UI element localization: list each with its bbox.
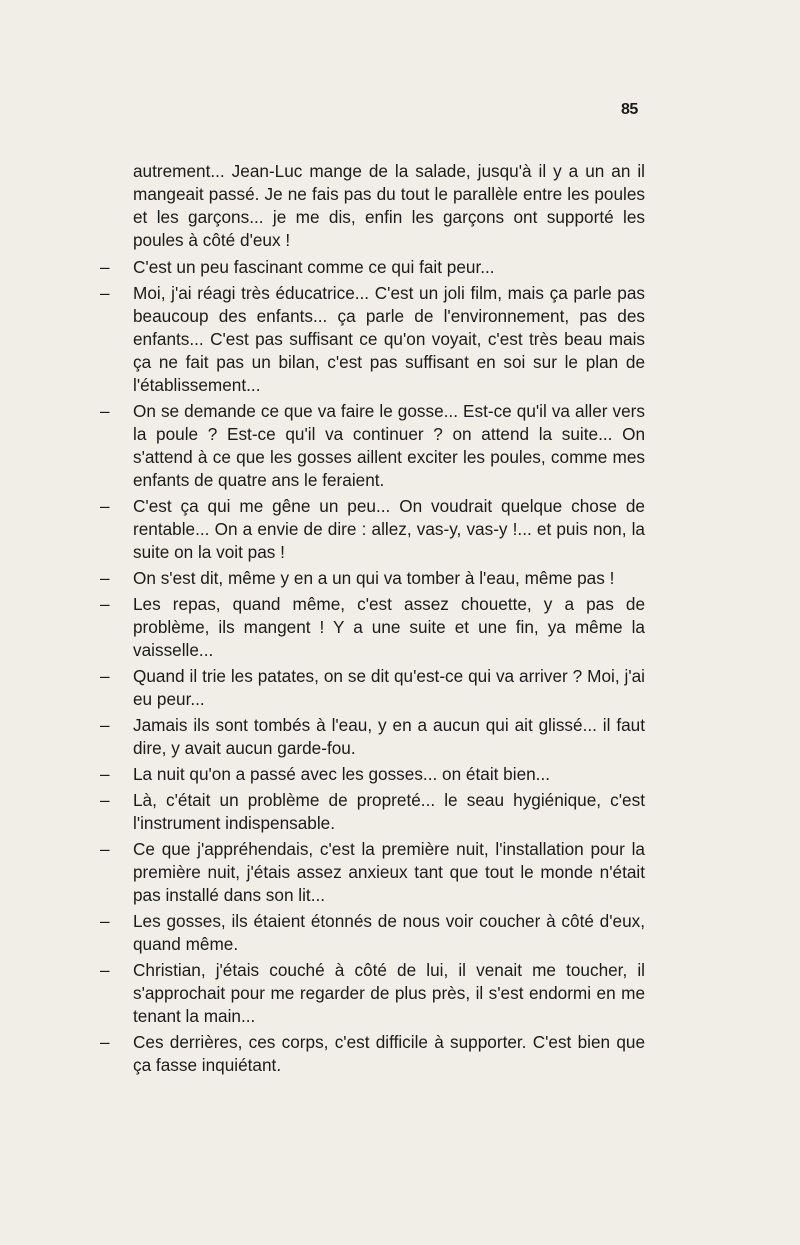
paragraph-text: Moi, j'ai réagi très éducatrice... C'est un joli film, mais ça parle pas beaucoup des enfants... ça parle de l'environnement, pas des enfants... C'est pas suffisant ce qu'on voyait, c'est très beau mais ça ne fait pas un bilan, c'est pas suffisant en soi sur le plan de l'établissement... bbox=[133, 283, 645, 395]
dialogue-dash: – bbox=[100, 764, 110, 784]
dialogue-dash: – bbox=[100, 1032, 110, 1052]
paragraph-text: Ce que j'appréhendais, c'est la première nuit, l'installation pour la première nuit, j'étais assez anxieux tant que tout le monde n'était pas installé dans son lit... bbox=[133, 839, 645, 905]
paragraph bbox=[100, 763, 645, 786]
page-number: 85 bbox=[621, 101, 638, 118]
paragraph-text: Quand il trie les patates, on se dit qu'est-ce qui va arriver ? Moi, j'ai eu peur... bbox=[133, 666, 645, 709]
paragraph-text: La nuit qu'on a passé avec les gosses... on était bien... bbox=[133, 764, 551, 784]
dialogue-dash: – bbox=[100, 283, 110, 303]
dialogue-dash: – bbox=[100, 257, 110, 277]
paragraph-text: Christian, j'étais couché à côté de lui, il venait me toucher, il s'approchait pour me regarder de plus près, il s'est endormi en me tenant la main... bbox=[133, 960, 645, 1026]
paragraph bbox=[100, 593, 645, 662]
paragraph-text: C'est ça qui me gêne un peu... On voudrait quelque chose de rentable... On a envie de dire : allez, vas-y, vas-y !... et puis non, la suite on la voit pas ! bbox=[133, 496, 645, 562]
dialogue-dash: – bbox=[100, 401, 110, 421]
paragraph bbox=[100, 567, 645, 590]
paragraph bbox=[100, 256, 645, 279]
paragraph-text: Ces derrières, ces corps, c'est difficile à supporter. C'est bien que ça fasse inquiétant. bbox=[133, 1032, 645, 1075]
paragraph bbox=[100, 714, 645, 760]
paragraph bbox=[100, 160, 645, 252]
paragraph-text: Les gosses, ils étaient étonnés de nous voir coucher à côté d'eux, quand même. bbox=[133, 911, 645, 954]
dialogue-dash: – bbox=[100, 911, 110, 931]
dialogue-dash: – bbox=[100, 666, 110, 686]
paragraph bbox=[100, 910, 645, 956]
paragraph bbox=[100, 838, 645, 907]
paragraph bbox=[100, 400, 645, 492]
body-text bbox=[100, 160, 645, 1080]
paragraph-text: On s'est dit, même y en a un qui va tomber à l'eau, même pas ! bbox=[133, 568, 615, 588]
dialogue-dash: – bbox=[100, 839, 110, 859]
dialogue-dash: – bbox=[100, 594, 110, 614]
paragraph-text: Là, c'était un problème de propreté... le seau hygiénique, c'est l'instrument indispensable. bbox=[133, 790, 645, 833]
dialogue-dash: – bbox=[100, 790, 110, 810]
dialogue-dash: – bbox=[100, 960, 110, 980]
paragraph bbox=[100, 959, 645, 1028]
paragraph-text: On se demande ce que va faire le gosse... Est-ce qu'il va aller vers la poule ? Est-ce qu'il va continuer ? on attend la suite... On s'attend à ce que les gosses aillent exciter les poules, comme mes enfants de quatre ans le feraient. bbox=[133, 401, 645, 490]
paragraph-text: C'est un peu fascinant comme ce qui fait peur... bbox=[133, 257, 495, 277]
paragraph-text: Les repas, quand même, c'est assez chouette, y a pas de problème, ils mangent ! Y a une suite et une fin, ya même la vaisselle... bbox=[133, 594, 645, 660]
dialogue-dash: – bbox=[100, 568, 110, 588]
paragraph bbox=[100, 665, 645, 711]
paragraph-text: autrement... Jean-Luc mange de la salade, jusqu'à il y a un an il mangeait passé. Je ne fais pas du tout le parallèle entre les poules et les garçons... je me dis, enfin les garçons ont supporté les poules à côté d'eux ! bbox=[133, 161, 645, 250]
paragraph bbox=[100, 282, 645, 397]
dialogue-dash: – bbox=[100, 715, 110, 735]
paragraph-text: Jamais ils sont tombés à l'eau, y en a aucun qui ait glissé... il faut dire, y avait aucun garde-fou. bbox=[133, 715, 645, 758]
paragraph bbox=[100, 495, 645, 564]
dialogue-dash: – bbox=[100, 496, 110, 516]
paragraph bbox=[100, 789, 645, 835]
paragraph bbox=[100, 1031, 645, 1077]
